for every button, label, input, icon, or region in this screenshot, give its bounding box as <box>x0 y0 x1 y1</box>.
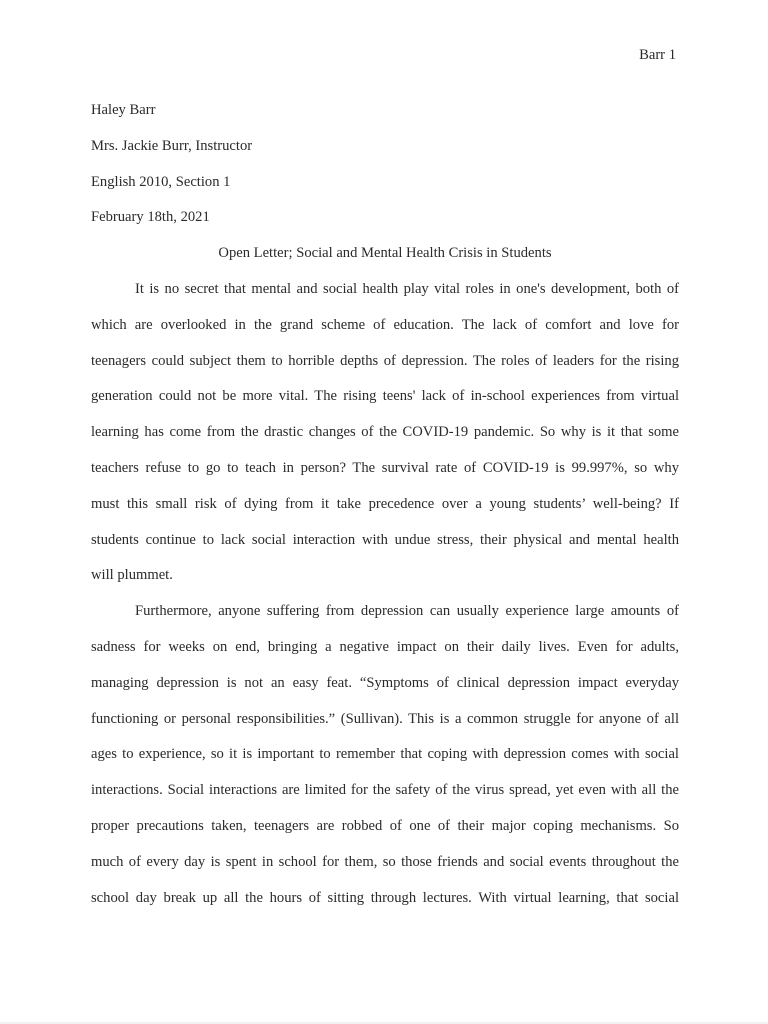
paragraph-line: which are overlooked in the grand scheme of education. The lack of comfort and love for <box>91 316 679 333</box>
paragraph-line: will plummet. <box>91 567 173 584</box>
paragraph-line: school day break up all the hours of sitting through lectures. With virtual learning, that social <box>91 889 679 906</box>
paragraph-1 <box>91 272 679 594</box>
paragraph-line: learning has come from the drastic changes of the COVID-19 pandemic. So why is it that some <box>91 424 679 441</box>
paragraph-line: functioning or personal responsibilities.” (Sullivan). This is a common struggle for anyone of all <box>91 710 679 727</box>
paragraph-line: Furthermore, anyone suffering from depression can usually experience large amounts of <box>135 603 679 620</box>
paragraph-line: teenagers could subject them to horrible depths of depression. The roles of leaders for the rising <box>91 352 679 369</box>
paragraph-line: students continue to lack social interaction with undue stress, their physical and mental health <box>91 531 679 548</box>
paragraph-line: managing depression is not an easy feat. “Symptoms of clinical depression impact everyday <box>91 674 679 691</box>
essay-date: February 18th, 2021 <box>91 209 210 226</box>
paragraph-line: proper precautions taken, teenagers are robbed of one of their major coping mechanisms. So <box>91 817 679 834</box>
student-name: Haley Barr <box>91 102 156 118</box>
paragraph-line: sadness for weeks on end, bringing a negative impact on their daily lives. Even for adults, <box>91 638 679 655</box>
instructor-name: Mrs. Jackie Burr, Instructor <box>91 137 253 154</box>
paragraph-line: ages to experience, so it is important to remember that coping with depression comes with social <box>91 746 679 763</box>
running-head: Barr 1 <box>639 47 676 63</box>
paragraph-line: much of every day is spent in school for them, so those friends and social events throughout the <box>91 853 679 870</box>
paragraph-line: generation could not be more vital. The rising teens' lack of in-school experiences from virtual <box>91 388 679 405</box>
paragraph-line: interactions. Social interactions are limited for the safety of the virus spread, yet even with all the <box>91 782 679 799</box>
document-body <box>91 93 679 916</box>
paragraph-line: It is no secret that mental and social health play vital roles in one's development, both of <box>135 280 679 297</box>
paragraph-2 <box>91 594 679 916</box>
essay-title: Open Letter; Social and Mental Health Crisis in Students <box>218 245 552 262</box>
course-name: English 2010, Section 1 <box>91 173 231 190</box>
paragraph-line: teachers refuse to go to teach in person? The survival rate of COVID-19 is 99.997%, so why <box>91 459 679 476</box>
paragraph-line: must this small risk of dying from it take precedence over a young students’ well-being? If <box>91 495 679 512</box>
